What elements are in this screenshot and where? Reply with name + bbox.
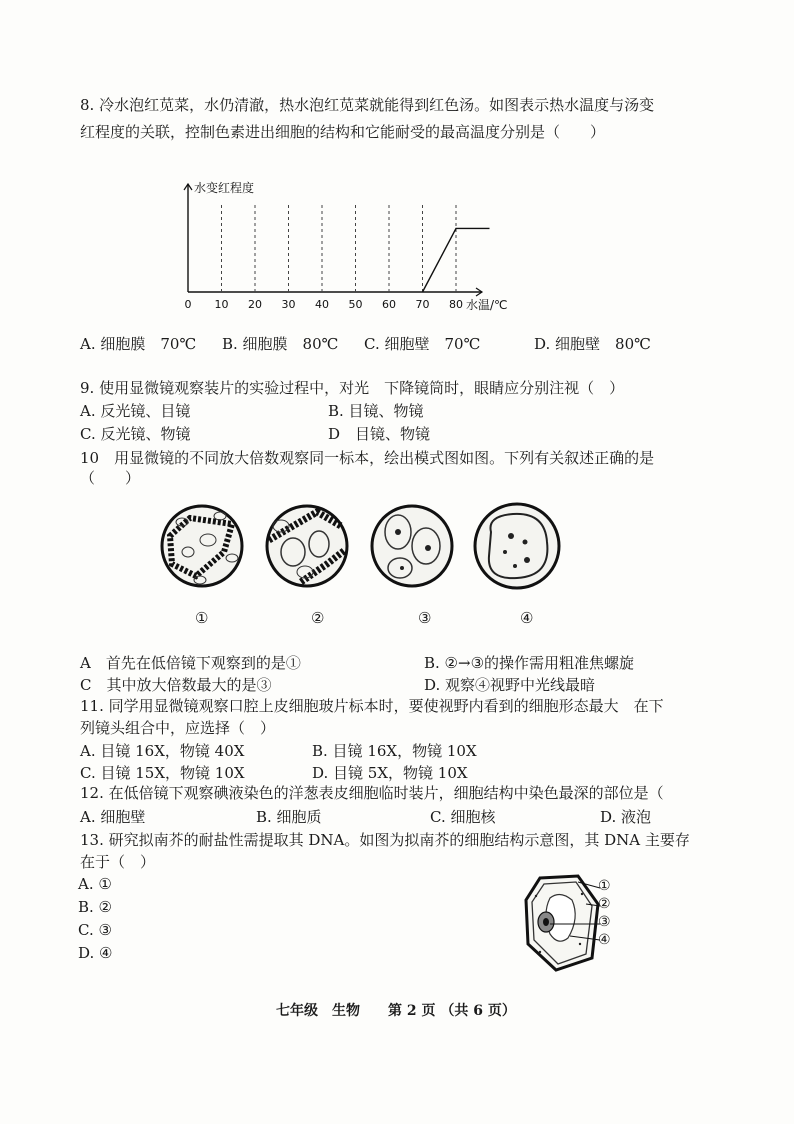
- y-axis-label: 水变红程度: [194, 181, 255, 195]
- q8-option-b: B. 细胞膜 80℃: [222, 335, 339, 353]
- q13-option-a: A. ①: [78, 875, 112, 893]
- cell-label-4: ④: [598, 932, 611, 948]
- q13-plant-cell-diagram: [520, 874, 610, 974]
- q11-stem-line1: 11. 同学用显微镜观察口腔上皮细胞玻片标本时，要使视野内看到的细胞形态最大 在下: [80, 697, 664, 715]
- view-4-label: ④: [520, 609, 534, 627]
- view-4-image: [475, 504, 559, 588]
- q13-stem-line1: 13. 研究拟南芥的耐盐性需提取其 DNA。如图为拟南芥的细胞结构示意图，其 DNA 主要存: [80, 831, 690, 849]
- q13-option-c: C. ③: [78, 921, 112, 939]
- x-tick-label-60: 60: [382, 298, 396, 311]
- x-tick-label-50: 50: [348, 298, 363, 311]
- q12-option-d: D. 液泡: [600, 808, 652, 826]
- q10-option-b: B. ②→③的操作需用粗准焦螺旋: [424, 654, 635, 672]
- page-footer: 七年级 生物 第 2 页 （共 6 页）: [276, 1003, 516, 1019]
- q8-option-a: A. 细胞膜 70℃: [80, 335, 197, 353]
- view-2-label: ②: [311, 609, 325, 627]
- q11-option-a: A. 目镜 16X，物镜 40X: [80, 742, 245, 760]
- x-tick-label-20: 20: [248, 298, 262, 311]
- q11-stem-line2: 列镜头组合中，应选择（ ）: [80, 719, 276, 737]
- q10-microscope-views: [160, 500, 600, 640]
- x-tick-label-40: 40: [315, 298, 329, 311]
- q9-option-b: B. 目镜、物镜: [328, 402, 424, 420]
- q9-option-d: D 目镜、物镜: [328, 425, 431, 443]
- cell-label-2: ②: [598, 896, 611, 912]
- q13-option-b: B. ②: [78, 898, 113, 916]
- q8-stem-line2: 红程度的关联，控制色素进出细胞的结构和它能耐受的最高温度分别是（ ）: [80, 123, 606, 141]
- view-2-image: [267, 506, 347, 586]
- q10-option-d: D. 观察④视野中光线最暗: [424, 676, 596, 694]
- x-tick-label-70: 70: [415, 298, 430, 311]
- q10-option-a: A 首先在低倍镜下观察到的是①: [80, 654, 301, 672]
- x-axis-label: 水温/℃: [466, 298, 508, 312]
- x-tick-label-0: 0: [184, 298, 192, 311]
- view-3-label: ③: [418, 609, 432, 627]
- q10-stem-line1: 10 用显微镜的不同放大倍数观察同一标本，绘出模式图如图。下列有关叙述正确的是: [80, 449, 655, 467]
- q12-stem: 12. 在低倍镜下观察碘液染色的洋葱表皮细胞临时装片，细胞结构中染色最深的部位是（: [80, 784, 664, 802]
- x-tick-label-10: 10: [214, 298, 229, 311]
- view-1-image: [162, 506, 242, 586]
- q8-chart: [172, 176, 508, 316]
- q11-option-c: C. 目镜 15X，物镜 10X: [80, 764, 245, 782]
- view-3-image: [372, 506, 452, 586]
- q9-option-c: C. 反光镜、物镜: [80, 425, 191, 443]
- q11-option-d: D. 目镜 5X，物镜 10X: [312, 764, 468, 782]
- q13-option-d: D. ④: [78, 944, 113, 962]
- q8-option-d: D. 细胞壁 80℃: [534, 335, 651, 353]
- q12-option-c: C. 细胞核: [430, 808, 496, 826]
- q13-stem-line2: 在于（ ）: [80, 853, 156, 871]
- view-1-label: ①: [195, 609, 209, 627]
- cell-label-1: ①: [598, 878, 611, 894]
- q8-stem-line1: 8. 冷水泡红苋菜，水仍清澈，热水泡红苋菜就能得到红色汤。如图表示热水温度与汤变: [80, 96, 655, 114]
- x-tick-label-30: 30: [281, 298, 296, 311]
- q8-option-c: C. 细胞壁 70℃: [364, 335, 481, 353]
- q10-option-c: C 其中放大倍数最大的是③: [80, 676, 272, 694]
- q9-stem: 9. 使用显微镜观察装片的实验过程中，对光 下降镜筒时，眼睛应分别注视（ ）: [80, 379, 625, 397]
- q12-option-b: B. 细胞质: [256, 808, 322, 826]
- q12-option-a: A. 细胞壁: [80, 808, 146, 826]
- q11-option-b: B. 目镜 16X，物镜 10X: [312, 742, 477, 760]
- cell-label-3: ③: [598, 914, 611, 930]
- q10-stem-line2: （ ）: [80, 469, 141, 487]
- q9-option-a: A. 反光镜、目镜: [80, 402, 191, 420]
- x-tick-label-80: 80: [449, 298, 463, 311]
